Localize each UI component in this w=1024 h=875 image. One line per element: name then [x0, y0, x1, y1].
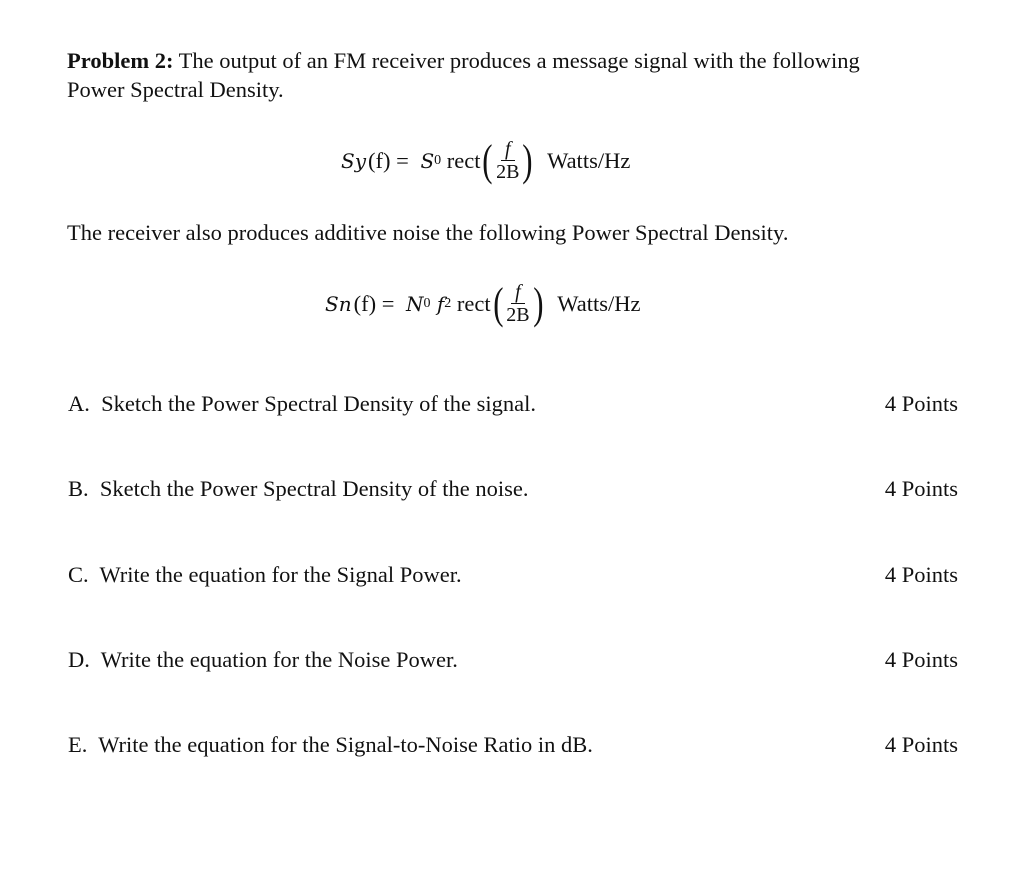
question-d: D. Write the equation for the Noise Power.: [68, 647, 458, 672]
eq-units: Watts/Hz: [557, 290, 641, 316]
eq-argument: (f) =: [353, 290, 401, 316]
signal-psd-equation: [341, 135, 631, 185]
eq-argument: (f) =: [368, 147, 415, 173]
left-paren: (: [482, 135, 493, 185]
eq-units: Watts/Hz: [547, 147, 631, 173]
eq-subscript: n: [338, 291, 352, 316]
eq-fraction: [506, 281, 529, 326]
problem-intro-line1: [67, 48, 860, 74]
eq-variable: f: [430, 291, 445, 316]
noise-intro: The receiver also produces additive noise the following Power Spectral Density.: [67, 220, 789, 245]
question-e-points: 4 Points: [884, 732, 958, 757]
left-paren: (: [492, 278, 504, 328]
eq-function: rect: [451, 290, 491, 316]
question-c-points: 4 Points: [884, 562, 958, 587]
fraction-numerator: f: [501, 138, 515, 161]
problem-intro-line2: Power Spectral Density.: [67, 77, 284, 102]
fraction-denominator: 2B: [496, 161, 520, 183]
question-a: A. Sketch the Power Spectral Density of the signal.: [68, 391, 537, 416]
question-d-points: 4 Points: [884, 647, 958, 672]
question-a-points: 4 Points: [884, 391, 958, 416]
question-e: E. Write the equation for the Signal-to-Noise Ratio in dB.: [68, 732, 593, 757]
question-c: C. Write the equation for the Signal Power.: [68, 562, 462, 587]
fraction-denominator: 2B: [506, 304, 530, 326]
eq-function: rect: [441, 147, 481, 173]
eq-fraction: [496, 138, 519, 183]
eq-coefficient: S: [420, 148, 435, 173]
eq-coefficient: N: [406, 291, 424, 316]
eq-coef-subscript: 0: [423, 295, 431, 311]
eq-coef-subscript: 0: [434, 152, 442, 168]
eq-symbol: S: [325, 291, 339, 316]
noise-psd-equation: [325, 278, 641, 328]
problem-label: Problem 2:: [67, 48, 174, 73]
eq-superscript: 2: [444, 295, 452, 311]
right-paren: ): [522, 135, 533, 185]
right-paren: ): [532, 278, 544, 328]
question-b-points: 4 Points: [884, 476, 958, 501]
eq-subscript: y: [354, 148, 367, 173]
fraction-numerator: f: [511, 281, 525, 304]
question-b: B. Sketch the Power Spectral Density of the noise.: [68, 476, 529, 501]
intro-text: The output of an FM receiver produces a message signal with the following: [173, 48, 860, 73]
eq-symbol: S: [341, 148, 355, 173]
